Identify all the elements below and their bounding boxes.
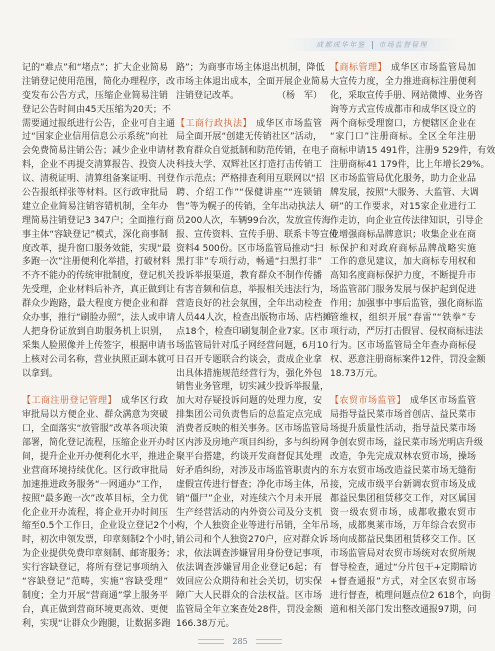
line-text: 日召开专题联合约谈会，责成企业拿 [176, 354, 322, 365]
line-text: 先受理，企业材料后补齐，真正做到让 [22, 285, 176, 296]
line-text: 障广大人民群众的合法权益。区市场 [176, 590, 322, 601]
text-line [176, 145, 330, 159]
text-line [176, 326, 329, 340]
article-section [330, 62, 495, 381]
text-line [22, 576, 168, 590]
text-line [176, 437, 330, 451]
text-line [330, 118, 476, 132]
line-text: 商标申请15 491件，注册9 529件，有效 [330, 146, 495, 157]
text-line [176, 298, 322, 312]
line-text: 登记公告时间由45天压缩为20天；不 [22, 104, 171, 115]
text-line [330, 479, 476, 493]
text-line [22, 243, 171, 257]
text-line [176, 562, 322, 576]
line-text: 管维权，组织开展“春雷”“铁拳”专 [330, 313, 476, 324]
line-text: 求，依法调查涉嫌冒用身份登记事项， [176, 549, 330, 560]
page-footer [190, 635, 290, 647]
line-text: 成华区市场监管局加 [391, 63, 476, 73]
line-text: 注销登记改革。 [176, 90, 240, 101]
line-text: 料，企业不再提交清算报告、投资人决 [22, 160, 176, 171]
article-section [176, 62, 330, 104]
line-text: 部署，简化登记流程，压缩企业开办时 [22, 438, 176, 449]
text-line [22, 173, 176, 187]
text-line [176, 201, 325, 215]
section-heading: 【农贸市场监管】 [330, 396, 406, 407]
text-line [330, 409, 476, 423]
text-line [22, 159, 176, 173]
section-title: 市场监督管理 [378, 40, 428, 49]
text-line [176, 465, 330, 479]
text-line [22, 145, 176, 159]
line-text: 议、清税证明、清算组备案证明、刊登 [22, 174, 176, 185]
line-text: 时，初次申领发票，印章刻制2个小时， [22, 535, 181, 546]
line-text: 加速推进政务服务“一网通办”工作， [22, 479, 168, 490]
line-text: 不齐不能办的传统审批制度，登记机关 [22, 271, 176, 282]
line-text: 局指导益民菜市场首创店、益民菜市 [330, 410, 476, 421]
line-text: 化企业开办流程，将企业开办时间压 [22, 507, 168, 518]
footer-rule-left [198, 639, 224, 644]
text-line [330, 187, 479, 201]
text-line [22, 62, 168, 76]
text-line [330, 145, 495, 159]
line-text: 注册商标41 179件，比上年增长29%。 [330, 160, 490, 171]
line-text: 注销登记使用范围，简化办理程序，改 [22, 76, 176, 87]
line-text: 度改革，提升窗口服务效能，实现“最 [22, 243, 171, 254]
text-column [22, 62, 181, 634]
text-line [176, 243, 322, 257]
line-text: 口，全面落实“放管服”改革各项决策 [22, 424, 168, 435]
text-line [330, 354, 486, 368]
text-line [176, 312, 332, 326]
text-line [22, 104, 171, 118]
text-line [22, 507, 168, 521]
text-line [330, 423, 476, 437]
line-text: 资料4 500份。区市场监管局推动“扫 [176, 243, 324, 254]
text-line [330, 590, 491, 604]
text-line [22, 340, 176, 354]
text-line [330, 312, 476, 326]
line-text: 市场主体退出成本，全面开展企业简易 [176, 76, 330, 87]
line-text: 员200人次，车辆99台次，发放宣传海 [176, 215, 331, 226]
article-section [330, 395, 491, 617]
line-text: 询等方式宣传成都市和成华区设立的 [330, 104, 476, 115]
line-text: 区市场监管局优化服务，助力企业品 [330, 174, 476, 185]
text-line [22, 604, 168, 618]
line-text: 构，个人独资企业等进行吊销，全年吊 [176, 521, 330, 532]
line-text: 利，实现“让群众少跑腿，让数据多跑 [22, 618, 171, 629]
text-line [22, 493, 168, 507]
line-text: 项行动，严厉打击假冒、侵权商标违法 [330, 326, 484, 337]
text-line [22, 284, 176, 298]
line-text: 审批局以方便企业、群众满意为突破 [22, 410, 168, 421]
text-line [22, 465, 168, 479]
line-text: 局全面开展“创建无传销社区”活动， [176, 132, 322, 143]
line-text: 道和相关部门发出整改通报97期，问 [330, 604, 477, 615]
line-text: 销公司和个人独资270户，应对群众诉 [176, 535, 329, 546]
line-text: +督查通报”方式，对全区农贸市场 [330, 576, 476, 587]
text-line [330, 507, 476, 521]
text-line [22, 354, 176, 368]
line-text: 好矛盾纠纷，对涉及市场监管职责内的 [176, 465, 330, 476]
text-line [22, 395, 168, 409]
text-line [176, 423, 330, 437]
line-text: 化，采取宣传手册、网站微博、业务咨 [330, 90, 484, 101]
text-line [176, 548, 330, 562]
text-line [176, 576, 322, 590]
line-text: 过“国家企业信用信息公示系统”向社 [22, 132, 168, 143]
line-text: 售”等为幌子的传销，全年出动执法人 [176, 201, 325, 212]
line-text: 制度；全力开展“营商通”掌上服务平 [22, 590, 168, 601]
line-text: 有害音频和信息，举报相关违法行为， [176, 285, 330, 296]
line-text: 需要通过报纸进行公告，企业可自主通 [22, 118, 176, 129]
line-text: 成华区行政 [120, 396, 168, 407]
text-line [330, 62, 476, 76]
text-line [22, 409, 168, 423]
text-line [22, 326, 168, 340]
line-text: 资一级农贸市场，成都收撒农贸市 [330, 507, 476, 518]
text-line [330, 201, 476, 215]
text-line [330, 534, 476, 548]
text-line [330, 256, 476, 270]
text-line [22, 201, 168, 215]
line-text: 争创农贸市场，益民菜市场光明店升级 [330, 438, 484, 449]
text-line [176, 479, 330, 493]
line-text: 改造，争先完成双林农贸市场，操场 [330, 451, 476, 462]
text-line [330, 159, 490, 173]
book-title: 成都成华年鉴 [316, 40, 366, 49]
text-line [22, 187, 168, 201]
text-column [176, 62, 339, 634]
text-line [330, 493, 476, 507]
line-text: 记的“难点”和“堵点”；扩大企业简易 [22, 63, 168, 73]
text-line [22, 118, 176, 132]
text-line [22, 562, 168, 576]
line-text: 出具体措施规范经营行为，强化外包 [176, 368, 322, 379]
line-text: 公告报纸样张等材料。区行政审批局 [22, 188, 168, 199]
text-line [330, 173, 476, 187]
text-line [22, 368, 168, 382]
running-header [286, 38, 458, 51]
text-line [176, 368, 322, 382]
text-line [330, 368, 476, 382]
text-line [22, 215, 174, 229]
line-text: 市场监管局对农贸市场统对农贸所规 [330, 549, 476, 560]
line-text: 生产经营活动的内外资公司及分支机 [176, 507, 322, 518]
line-text: 18.73万元。 [330, 368, 383, 379]
line-text: 报、宣传资料、宣传手册、联系卡等宣传 [176, 229, 339, 240]
text-line [22, 256, 171, 270]
line-text: 场提升质量性活动，指导益民菜市场 [330, 424, 476, 435]
text-line [176, 604, 322, 618]
text-line [176, 520, 330, 534]
line-text: 多跑一次”注册便利化举措，打破材料 [22, 257, 171, 268]
text-line [330, 548, 476, 562]
line-text: 区内涉及房地产项目纠纷，多与纠纷网 [176, 438, 330, 449]
text-line [22, 270, 176, 284]
line-text: 事主体“容缺登记”模式，深化商事制 [22, 229, 168, 240]
section-heading: 【商标管理】 [330, 63, 387, 73]
line-text: 会免费简易注销公告；减少企业申请材 [22, 146, 176, 157]
text-line [176, 340, 329, 354]
text-line [176, 590, 322, 604]
line-text: 督导检查，通过“分片包干+定期暗访 [330, 563, 478, 574]
line-text: 人把身份证放到自助服务机上识别， [22, 326, 168, 337]
line-text: 营造良好的社会氛围，全年出动检查 [176, 299, 322, 310]
text-line [176, 381, 330, 395]
text-line [330, 451, 476, 465]
line-text: “容缺登记”范畴，实施“容缺受理” [22, 576, 168, 587]
text-line [176, 131, 322, 145]
line-text: 依法调查涉嫌冒用企业登记6起；有 [176, 563, 322, 574]
text-line [22, 534, 181, 548]
author-credit: （杨 军） [276, 90, 322, 101]
text-line [176, 256, 322, 270]
text-line [330, 284, 476, 298]
text-line [176, 395, 322, 409]
page-number: 285 [232, 636, 248, 646]
text-line [330, 270, 476, 284]
text-column [330, 62, 495, 634]
text-line [330, 395, 476, 409]
text-line [176, 493, 322, 507]
text-line [176, 118, 322, 132]
text-line [22, 451, 176, 465]
text-line [22, 437, 176, 451]
text-line [330, 298, 484, 312]
line-text: 高知名度商标保护力度，不断提升市 [330, 271, 476, 282]
line-text: 科技大学、双辉社区打造打击传销工 [176, 160, 322, 171]
line-text: 排集团公司负责售后的总监定点完成 [176, 410, 322, 421]
text-line [176, 284, 330, 298]
header-separator [372, 41, 373, 49]
line-text: 聚平台搭建，约谈开发商督促其处理 [176, 451, 322, 462]
line-text: 工作的意见建议，加大商标专用权和 [330, 257, 476, 268]
line-text: 进行督查，梳理问题点位2 618个，向街 [330, 590, 491, 601]
line-text: 东方农贸市场改造益民菜市场无缝衔 [330, 465, 476, 476]
line-text: 场监管部门服务发展与保护起到促进 [330, 285, 476, 296]
line-text: 路”；为商事市场主体退出机制，降低 [176, 63, 325, 73]
line-text: 人员44人次，检查出版物市场、店档摊 [176, 313, 332, 324]
line-text: 接，完成市级平台新调农贸市场及成 [330, 479, 476, 490]
line-text: 作走访，向企业宣传法律知识，引导企 [330, 215, 484, 226]
text-line [330, 326, 484, 340]
line-text: 群众少跑路，最大程度方便企业和群 [22, 299, 168, 310]
line-text: 场监管局针对瓜子网经营问题，6月10 [176, 340, 329, 351]
text-line [22, 548, 176, 562]
line-text: 标保护和对政府商标品牌战略实施 [330, 243, 476, 254]
line-text: 效回应公众期待和社会关切，切实保 [176, 576, 322, 587]
line-text: 变发布公告方式，压缩企业简易注销 [22, 90, 168, 101]
line-text: “家门口”注册商标。全区全年注册 [330, 132, 476, 143]
line-text: 业增强商标品牌意识；收集企业在商 [330, 229, 476, 240]
line-text: 作用；加强事中事后监管，强化商标监 [330, 299, 484, 310]
line-text: 点18个，检查印刷复制企业7家。区市 [176, 326, 329, 337]
line-text: 以拿到。 [22, 368, 59, 379]
text-line [330, 520, 476, 534]
line-text: 成华区市场监管 [255, 118, 322, 129]
line-text: 销“僵尸”企业，对连续六个月未开展 [176, 493, 322, 504]
text-line [330, 562, 476, 576]
line-text: 行为。区市场监管局全年查办商标侵 [330, 340, 476, 351]
text-line [22, 590, 168, 604]
line-text: 上核对公司名称，营业执照正副本就可 [22, 354, 176, 365]
text-line [330, 576, 476, 590]
text-line [22, 479, 168, 493]
article-section [22, 395, 181, 631]
text-line [176, 534, 329, 548]
text-line [22, 76, 176, 90]
line-text: 缩至0.5个工作日，企业设立登记2个小 [22, 521, 178, 532]
line-text: 牌发展，按照“大服务、大监管、大调 [330, 188, 479, 199]
line-text: 研”的工作要求，对15家企业进行工 [330, 201, 476, 212]
line-text: 教育群众自觉抵制和防范传销，在电子 [176, 146, 330, 157]
text-line [176, 354, 322, 368]
line-text: 场，成都奥莱市场，万年综合农贸市 [330, 521, 476, 532]
line-text: 间，提升企业开办便利化水平，推进企 [22, 451, 176, 462]
text-line [176, 159, 322, 173]
text-line [176, 62, 325, 76]
line-text: 监管局全年立案查处28件，罚没金额 [176, 604, 323, 615]
article-body [22, 62, 495, 634]
line-text: 投诉举报渠道，教育群众不制作传播 [176, 271, 322, 282]
text-line [330, 90, 484, 104]
article-section [22, 62, 176, 381]
text-line [22, 312, 176, 326]
text-line [22, 131, 168, 145]
line-text: 消费者反映的相关事务。区市场监管局 [176, 424, 330, 435]
text-line [22, 90, 168, 104]
text-line [330, 243, 476, 257]
article-section [176, 118, 339, 632]
line-text: 众办事，推行“刷脸办照”，法人或申请 [22, 313, 176, 324]
section-heading: 【工商注册登记管理】 [22, 396, 117, 407]
line-text: 聘、介绍工作”“保健讲座”“连锁销 [176, 188, 322, 199]
text-line [330, 437, 484, 451]
text-line [330, 465, 476, 479]
text-line [330, 131, 476, 145]
footer-rule-right [256, 639, 282, 644]
line-text: 虚假宣传进行督查；净化市场主体，吊 [176, 479, 330, 490]
text-line [330, 340, 476, 354]
text-line [176, 187, 322, 201]
line-text: 都益民集团租赁移交工作，对区属国 [330, 493, 476, 504]
text-line [330, 76, 476, 90]
line-text: 两个商标受理窗口，方便辖区企业在 [330, 118, 476, 129]
text-line [176, 90, 322, 104]
line-text: 业营商环境持续优化。区行政审批局 [22, 465, 168, 476]
text-line [330, 229, 476, 243]
text-line [22, 520, 178, 534]
text-line [22, 423, 168, 437]
line-text: 实行容缺登记，将所有登记事项纳入 [22, 563, 168, 574]
text-line [330, 215, 484, 229]
text-line [330, 604, 476, 618]
line-text: 场向成都益民集团租赁移交工作。区 [330, 535, 476, 546]
line-text: 黑打非”专项行动，畅通“扫黑打非” [176, 257, 322, 268]
text-line [176, 451, 322, 465]
line-text: 作示范点；严格排查利用互联网以“招 [176, 174, 325, 185]
text-line [22, 618, 171, 632]
text-line [176, 618, 322, 632]
text-line [176, 270, 322, 284]
line-text: 台，真正做到营商环境更高效、更便 [22, 604, 168, 615]
line-text: 成华区市场监管 [409, 396, 476, 407]
line-text: 销售业务管理，切实减少投诉举报量， [176, 382, 330, 393]
line-text: 166.38万元。 [176, 618, 235, 629]
text-line [176, 229, 339, 243]
text-line [176, 76, 330, 90]
line-text: 理简易注销登记3 347户；全面推行商 [22, 215, 174, 226]
section-heading: 【工商行政执法】 [176, 118, 252, 129]
line-text: 按照“最多跑一次”改革目标，全力优 [22, 493, 168, 504]
line-text: 加大对存疑投诉问题的处理力度，安 [176, 396, 322, 407]
text-line [176, 215, 331, 229]
line-text: 采集人脸照像并上传签字，根据申请书 [22, 340, 176, 351]
line-text: 大宣传力度，全力推进商标注册便利 [330, 76, 476, 87]
text-line [22, 229, 168, 243]
text-line [330, 104, 476, 118]
line-text: 权、恶意注册商标案件12件，罚没金额 [330, 354, 486, 365]
line-text: 建立企业简易注销容错机制，全年办 [22, 201, 168, 212]
text-line [176, 507, 322, 521]
text-line [176, 173, 325, 187]
line-text: 为企业提供免费印章刻制、邮寄服务； [22, 549, 176, 560]
text-line [22, 298, 168, 312]
text-line [176, 409, 322, 423]
